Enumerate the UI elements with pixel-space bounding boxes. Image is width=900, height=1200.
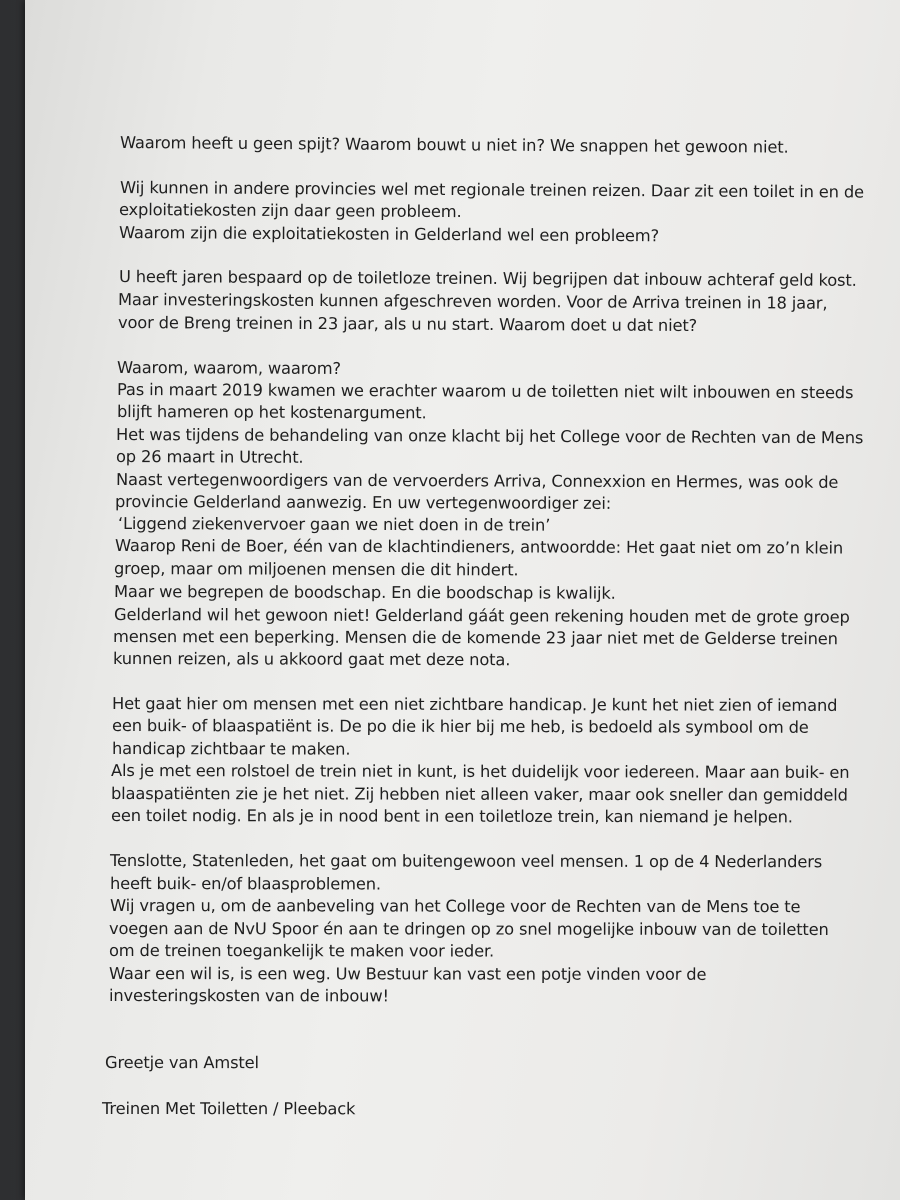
text-line: een buik- of blaaspatiënt is. De po die ik hier bij me heb, is bedoeld als symbool om de <box>111 716 809 737</box>
text-line: Waarom zijn die exploitatiekosten in Gelderland wel een probleem? <box>118 223 660 246</box>
text-line: Pas in maart 2019 kwamen we erachter waarom u de toiletten niet wilt inbouwen en steeds <box>116 380 854 403</box>
text-line: Waarom heeft u geen spijt? Waarom bouwt u niet in? We snappen het gewoon niet. <box>119 133 789 157</box>
text-line: Naast vertegenwoordigers van de vervoerders Arriva, Connexxion en Hermes, was ook de <box>115 470 839 492</box>
text-line: op 26 maart in Utrecht. <box>115 447 304 467</box>
text-line: blaaspatiënten zie je het niet. Zij hebben niet alleen vaker, maar ook sneller dan gemiddeld <box>110 784 848 805</box>
text-line: kunnen reizen, als u akkoord gaat met deze nota. <box>112 649 511 670</box>
text-line: exploitatiekosten zijn daar geen probleem. <box>118 200 462 222</box>
text-line: Wij vragen u, om de aanbeveling van het College voor de Rechten van de Mens toe te <box>109 896 801 917</box>
text-line: Gelderland wil het gewoon niet! Gelderland gáát geen rekening houden met de grote groep <box>113 605 850 627</box>
text-line: heeft buik- en/of blaasproblemen. <box>109 874 381 894</box>
text-line: Het gaat hier om mensen met een niet zichtbare handicap. Je kunt het niet zien of iemand <box>111 694 838 715</box>
text-line: Maar we begrepen de boodschap. En die boodschap is kwalijk. <box>113 582 616 603</box>
text-line: Maar investeringskosten kunnen afgeschreven worden. Voor de Arriva treinen in 18 jaar, <box>117 290 828 313</box>
text-line: Waarop Reni de Boer, één van de klachtindieners, antwoordde: Het gaat niet om zo’n klein <box>114 536 844 558</box>
signature-organization: Treinen Met Toiletten / Pleeback <box>101 1099 356 1119</box>
text-line: Tenslotte, Statenleden, het gaat om buitengewoon veel mensen. 1 op de 4 Nederlanders <box>109 851 823 872</box>
signature-name: Greetje van Amstel <box>104 1053 259 1073</box>
text-line: Waar een wil is, is een weg. Uw Bestuur kan vast een potje vinden voor de <box>108 964 707 984</box>
text-line: voor de Breng treinen in 23 jaar, als u nu start. Waarom doet u dat niet? <box>117 313 698 336</box>
text-line: U heeft jaren bespaard op de toiletloze treinen. Wij begrijpen dat inbouw achteraf geld kost. <box>118 267 857 290</box>
quote-line: ‘Liggend ziekenvervoer gaan we niet doen in de trein’ <box>117 514 551 535</box>
text-line: een toilet nodig. En als je in nood bent in een toiletloze trein, kan niemand je helpen. <box>110 806 793 827</box>
text-line: om de treinen toegankelijk te maken voor ieder. <box>108 941 495 961</box>
text-line: Als je met een rolstoel de trein niet in kunt, is het duidelijk voor iedereen. Maar aan buik- en <box>110 761 850 782</box>
text-line: Het was tijdens de behandeling van onze klacht bij het College voor de Rechten van de Mens <box>115 425 864 448</box>
text-line: voegen aan de NvU Spoor én aan te dringen op zo snel mogelijke inbouw van de toiletten <box>108 919 829 940</box>
text-line: blijft hameren op het kostenargument. <box>116 402 427 423</box>
text-line: mensen met een beperking. Mensen die de komende 23 jaar niet met de Gelderse treinen <box>112 627 838 649</box>
text-line: Wij kunnen in andere provincies wel met regionale treinen reizen. Daar zit een toilet in en de <box>119 178 864 202</box>
text-line: groep, maar om miljoenen mensen die dit hindert. <box>113 559 519 580</box>
text-line: Waarom, waarom, waarom? <box>116 358 341 378</box>
text-line: handicap zichtbaar te maken. <box>111 739 351 759</box>
text-line: provincie Gelderland aanwezig. En uw vertegenwoordiger zei: <box>114 492 612 513</box>
text-line: investeringskosten van de inbouw! <box>108 986 389 1006</box>
